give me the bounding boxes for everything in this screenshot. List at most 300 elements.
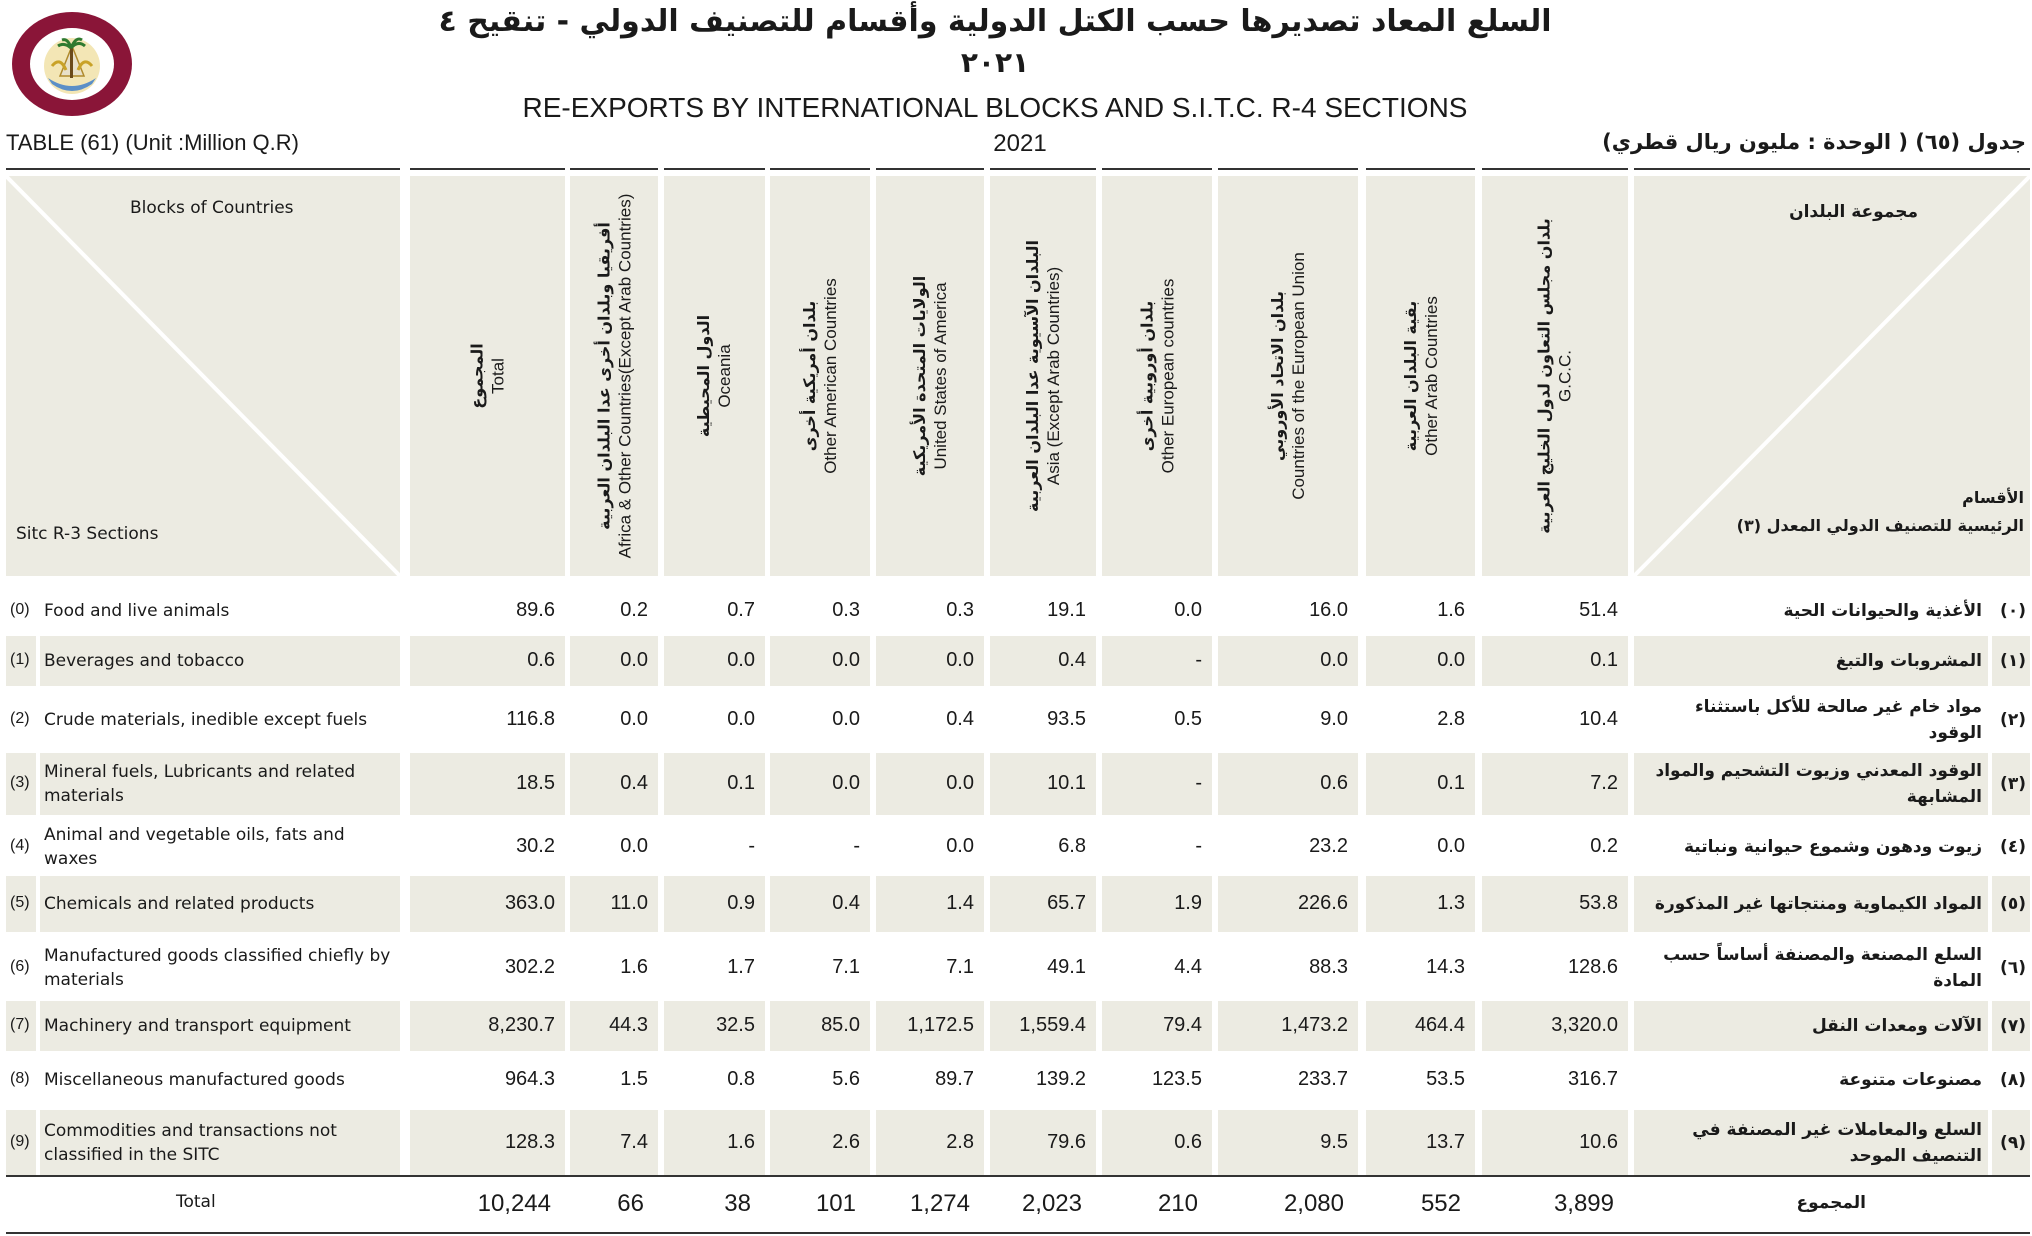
row-label-arabic-cell [1634,692,1988,747]
cell-value: 0.2 [1590,835,1618,857]
row-code: (0) [10,601,30,618]
cell-value: 18.5 [516,772,555,794]
row-label-cell [40,692,400,747]
cell-value: 0.0 [1437,649,1465,671]
cell-value: 0.0 [727,707,755,730]
cell-value: 0.0 [727,649,755,671]
data-cell [410,941,565,995]
data-cell [1482,941,1628,995]
data-cell [1366,876,1475,932]
column-header-english: G.C.C. [1556,350,1575,402]
data-cell [1102,587,1212,635]
cell-value: 0.4 [620,772,648,794]
cell-value: 1.5 [620,1068,648,1090]
data-cell [1218,587,1358,635]
row-label-arabic: السلع المصنعة والمصنفة أساساً حسب المادة [1663,945,1982,991]
column-header-english: United States of America [931,282,951,470]
corner-left-bottom-label: Sitc R-3 Sections [16,524,159,544]
data-cell [876,636,984,686]
row-label-arabic-cell [1634,876,1988,932]
data-cell [570,1001,658,1051]
cell-value: 1.6 [620,956,648,978]
cell-value: 0.0 [946,772,974,794]
data-cell [1482,823,1628,871]
row-label-cell [40,636,400,686]
column-header-label-wrap [770,176,870,576]
column-header-label [593,194,635,559]
data-cell [664,876,765,932]
column-header [1366,176,1475,576]
row-label-cell [40,1110,400,1175]
total-value: 66 [617,1190,644,1217]
row-code: (4) [10,837,30,854]
data-cell [570,636,658,686]
cell-value: 7.1 [946,956,974,978]
row-code-arabic-cell [1992,753,2030,815]
column-header [1482,176,1628,576]
cell-value: 0.0 [620,707,648,730]
cell-value: - [1195,772,1202,794]
cell-value: 0.6 [527,649,555,671]
row-label-arabic: مصنوعات متنوعة [1839,1070,1982,1090]
data-cell [770,753,870,815]
cell-value: 6.8 [1058,835,1086,857]
column-header-label-wrap [1482,176,1628,576]
column-header-arabic: بلدان الاتحاد الأوروبي [1268,291,1288,461]
column-header-arabic: البلدان الآسيوية عدا البلدان العربية [1023,240,1042,512]
row-code: (3) [10,774,30,791]
data-cell [570,1110,658,1175]
total-bottom-rule [6,1232,2030,1234]
column-header-label-wrap [1102,176,1212,576]
row-label-arabic: الوقود المعدني وزيوت التشحيم والمواد المشابهة [1655,761,1982,807]
cell-value: 65.7 [1047,892,1086,914]
data-cell [1366,823,1475,871]
row-label-arabic: الأغذية والحيوانات الحية [1783,601,1982,621]
cell-value: 0.5 [1174,707,1202,730]
data-cell [770,692,870,747]
row-label-arabic-cell [1634,1110,1988,1175]
cell-value: 0.0 [832,772,860,794]
column-header-english: Other American Countries [821,278,840,474]
column-header-label-wrap [876,176,984,576]
total-value: 210 [1157,1190,1198,1217]
row-label-english: Mineral fuels, Lubricants and related materials [44,762,356,806]
cell-value: 0.0 [620,649,648,671]
column-header-label [1400,296,1442,456]
data-cell [1102,876,1212,932]
data-cell [990,941,1096,995]
row-label-arabic: زيوت ودهون وشموع حيوانية ونباتية [1684,837,1982,857]
data-cell [1482,1055,1628,1105]
row-code-arabic: (٢) [2000,709,2026,730]
data-cell [1366,1055,1475,1105]
column-header-arabic: بقية البلدان العربية [1400,300,1420,452]
cell-value: 0.0 [1320,649,1348,671]
header-rule [6,168,400,170]
data-cell [570,941,658,995]
data-cell [1482,587,1628,635]
row-label-english: Beverages and tobacco [44,651,245,671]
total-value: 2,023 [1021,1190,1082,1217]
cell-value: 1,473.2 [1281,1014,1348,1036]
cell-value: 51.4 [1579,599,1618,621]
column-header-arabic: بلدان أمريكية أخرى [800,300,819,452]
row-code-arabic: (١) [2000,651,2026,671]
cell-value: 19.1 [1047,599,1086,621]
cell-value: 2.6 [832,1130,860,1153]
column-header-label-wrap [570,176,658,576]
row-code-arabic-cell [1992,941,2030,995]
row-code: (7) [10,1016,30,1033]
cell-value: 2.8 [1437,707,1465,730]
cell-value: 7.2 [1590,772,1618,794]
data-cell [770,1055,870,1105]
data-cell [410,823,565,871]
column-header-label [694,315,736,437]
cell-value: 116.8 [506,707,555,730]
row-label-cell [40,1055,400,1105]
cell-value: - [1195,649,1202,671]
data-cell [770,823,870,871]
data-cell [1482,1110,1628,1175]
row-label-cell [40,753,400,815]
cell-value: 0.3 [946,599,974,621]
data-cell [570,753,658,815]
row-code-arabic-cell [1992,1110,2030,1175]
data-cell [770,1110,870,1175]
column-header-english: Oceania [715,344,735,408]
cell-value: 2.8 [946,1130,974,1153]
data-cell [1102,941,1212,995]
data-cell [1366,753,1475,815]
row-code-arabic: (٩) [2000,1132,2026,1153]
total-value: 552 [1420,1190,1461,1217]
row-code: (2) [10,709,30,727]
column-header [570,176,658,576]
title-arabic: السلع المعاد تصديرها حسب الكتل الدولية وأقسام للتصنيف الدولي - تنقيح ٤ [438,4,1552,39]
data-cell [410,876,565,932]
row-label-cell [40,1001,400,1051]
data-cell [1102,823,1212,871]
data-cell [570,692,658,747]
data-cell [664,587,765,635]
cell-value: 89.7 [935,1068,974,1090]
cell-value: 0.0 [946,835,974,857]
corner-right [1634,176,2030,576]
cell-value: 0.0 [1437,835,1465,857]
cell-value: 1,559.4 [1019,1014,1086,1036]
corner-left [6,176,400,576]
data-cell [1218,692,1358,747]
data-cell [990,753,1096,815]
row-label-arabic-cell [1634,636,1988,686]
cell-value: 7.1 [832,956,860,978]
column-header-label [1267,252,1309,500]
row-code-arabic: (٣) [2000,774,2026,794]
data-cell [410,1001,565,1051]
data-cell [990,692,1096,747]
cell-value: 23.2 [1309,835,1348,857]
cell-value: 1.6 [1437,599,1465,621]
data-cell [664,636,765,686]
cell-value: 9.0 [1320,707,1348,730]
data-cell [990,1055,1096,1105]
data-cell [410,692,565,747]
row-label-english: Food and live animals [44,601,230,621]
column-header-label [1534,218,1576,533]
table-number-english: TABLE (61) (Unit :Million Q.R) [6,130,299,155]
row-label-arabic-cell [1634,1001,1988,1051]
row-code-cell [6,1001,36,1051]
data-cell [664,1055,765,1105]
total-value: 10,244 [477,1190,551,1217]
data-cell [1366,941,1475,995]
data-cell [664,753,765,815]
data-cell [1366,587,1475,635]
column-header-english: Total [488,358,508,394]
column-header-label [1022,240,1064,512]
header-rule [1366,168,1475,170]
corner-right-top-label: مجموعة البلدان [1789,202,1918,222]
cell-value: 1.4 [946,892,974,914]
cell-value: 30.2 [516,835,555,857]
cell-value: 1.3 [1437,892,1465,914]
row-code-arabic: (٥) [2000,894,2026,914]
data-cell [876,941,984,995]
data-cell [570,823,658,871]
data-cell [1102,1110,1212,1175]
cell-value: 316.7 [1567,1068,1618,1090]
cell-value: 226.6 [1297,892,1348,914]
cell-value: 10.1 [1047,772,1086,794]
data-cell [1218,753,1358,815]
data-cell [1102,692,1212,747]
cell-value: 32.5 [716,1014,755,1036]
total-value: 101 [815,1190,856,1217]
column-header-arabic: بلدان مجلس التعاون لدول الخليج العربية [1535,218,1554,534]
row-label-english: Chemicals and related products [44,894,315,914]
column-header-label-wrap [664,176,765,576]
cell-value: 0.1 [1590,649,1618,671]
row-code-arabic-cell [1992,1055,2030,1105]
data-cell [1482,1001,1628,1051]
column-header-arabic: بلدان أوروبية أخرى [1137,300,1157,452]
data-cell [664,692,765,747]
data-cell [770,1001,870,1051]
column-header [990,176,1096,576]
data-cell [570,1055,658,1105]
column-header-label [909,276,951,476]
data-cell [770,876,870,932]
row-code-cell [6,1110,36,1175]
column-header [1218,176,1358,576]
row-code-arabic-cell [1992,692,2030,747]
cell-value: 0.3 [832,599,860,621]
data-cell [570,587,658,635]
cell-value: 79.4 [1163,1014,1202,1036]
data-cell [410,1110,565,1175]
total-label-arabic: المجموع [1796,1193,1866,1213]
cell-value: 1.7 [727,956,755,978]
row-code-arabic: (٧) [2000,1016,2026,1036]
data-cell [664,823,765,871]
total-value: 1,274 [909,1190,970,1217]
data-cell [1218,941,1358,995]
data-cell [410,587,565,635]
column-header-english: Asia (Except Arab Countries) [1044,266,1063,486]
cell-value: 49.1 [1047,956,1086,978]
row-code-arabic: (٨) [2000,1070,2026,1090]
row-code-cell [6,876,36,932]
header-rule [570,168,658,170]
row-code: (1) [10,651,30,668]
data-cell [876,1001,984,1051]
cell-value: 79.6 [1047,1130,1086,1153]
row-code-arabic-cell [1992,876,2030,932]
header-rule [664,168,765,170]
column-header-label-wrap [1218,176,1358,576]
cell-value: 85.0 [821,1014,860,1036]
column-header [770,176,870,576]
column-header-label-wrap [990,176,1096,576]
total-label-english: Total [176,1192,216,1212]
total-value: 2,080 [1283,1190,1344,1217]
row-code: (6) [10,958,30,975]
data-cell [876,1055,984,1105]
data-cell [876,876,984,932]
row-label-english: Animal and vegetable oils, fats and waxes [44,825,345,869]
data-cell [876,753,984,815]
header-rule [1634,168,2030,170]
data-cell [770,941,870,995]
cell-value: 0.4 [1058,649,1086,671]
row-label-arabic: مواد خام غير صالحة للأكل باستثناء الوقود [1694,696,1982,743]
corner-right-bottom-label-1: الأقسام [1962,488,2024,507]
cell-value: 0.0 [946,649,974,671]
cell-value: 9.5 [1320,1130,1348,1153]
data-cell [410,1055,565,1105]
row-code-arabic: (٦) [2000,958,2026,978]
cell-value: 5.6 [832,1068,860,1090]
cell-value: 964.3 [504,1068,555,1090]
row-label-english: Crude materials, inedible except fuels [44,709,368,730]
column-header-label-wrap [410,176,565,576]
data-cell [990,1001,1096,1051]
header-rule [990,168,1096,170]
data-cell [770,587,870,635]
total-value: 38 [724,1190,751,1217]
data-cell [990,636,1096,686]
title-english: RE-EXPORTS BY INTERNATIONAL BLOCKS AND S.I.T.C. R-4 SECTIONS [522,92,1468,123]
data-cell [1218,1001,1358,1051]
cell-value: 0.0 [1174,599,1202,621]
row-label-english: Manufactured goods classified chiefly by materials [44,946,391,990]
cell-value: 3,320.0 [1551,1014,1618,1036]
row-label-arabic-cell [1634,1055,1988,1105]
cell-value: 0.0 [832,707,860,730]
cell-value: 4.4 [1174,956,1202,978]
data-cell [1482,876,1628,932]
cell-value: 7.4 [620,1130,648,1153]
row-label-arabic: المشروبات والتبغ [1835,651,1982,671]
data-cell [1366,1001,1475,1051]
cell-value: 53.5 [1426,1068,1465,1090]
row-label-cell [40,941,400,995]
row-label-arabic: السلع والمعاملات غير المصنفة في التنصيف الموحد [1692,1119,1982,1166]
cell-value: 11.0 [610,892,648,914]
column-header [410,176,565,576]
data-cell [990,876,1096,932]
row-label-arabic-cell [1634,823,1988,871]
row-label-cell [40,823,400,871]
header-rule [1218,168,1358,170]
data-cell [990,587,1096,635]
title-year-arabic: ٢٠٢١ [960,46,1030,79]
cell-value: 123.5 [1151,1068,1202,1090]
column-header-arabic: المجموع [467,343,487,409]
column-header [876,176,984,576]
row-code-arabic-cell [1992,823,2030,871]
row-label-arabic: الآلات ومعدات النقل [1811,1016,1982,1036]
column-header-label [467,343,509,408]
cell-value: 1.6 [727,1130,755,1153]
cell-value: 302.2 [504,956,555,978]
cell-value: 128.3 [504,1130,555,1153]
data-cell [1102,636,1212,686]
header-rule [770,168,870,170]
row-label-english: Miscellaneous manufactured goods [44,1070,345,1090]
column-header-english: Africa & Other Countries(Except Arab Countries) [615,193,635,559]
row-code: (8) [10,1070,30,1087]
cell-value: - [853,835,860,857]
cell-value: 233.7 [1297,1068,1348,1090]
data-cell [664,1001,765,1051]
cell-value: 14.3 [1426,956,1465,978]
total-value: 3,899 [1553,1190,1614,1217]
data-cell [410,636,565,686]
column-header [1102,176,1212,576]
row-label-arabic-cell [1634,941,1988,995]
data-cell [770,636,870,686]
row-label-english: Commodities and transactions not classified in the SITC [44,1120,337,1165]
cell-value: 0.1 [1437,772,1465,794]
column-header [664,176,765,576]
row-code: (5) [10,894,30,911]
row-label-cell [40,876,400,932]
header-rule [410,168,565,170]
row-code-arabic: (٠) [2000,601,2026,621]
total-top-rule [6,1175,2030,1177]
cell-value: 88.3 [1309,956,1348,978]
data-cell [1366,1110,1475,1175]
data-cell [1218,1055,1358,1105]
cell-value: 13.7 [1426,1130,1465,1153]
cell-value: 0.4 [946,707,974,730]
data-cell [1102,1001,1212,1051]
data-cell [876,1110,984,1175]
data-cell [664,1110,765,1175]
data-cell [990,1110,1096,1175]
cell-value: 16.0 [1309,599,1348,621]
cell-value: 10.6 [1579,1130,1618,1153]
cell-value: 0.6 [1174,1130,1202,1153]
cell-value: 1,172.5 [907,1014,974,1036]
data-cell [570,876,658,932]
column-header-label [799,278,841,474]
cell-value: - [1195,835,1202,857]
data-cell [1102,1055,1212,1105]
